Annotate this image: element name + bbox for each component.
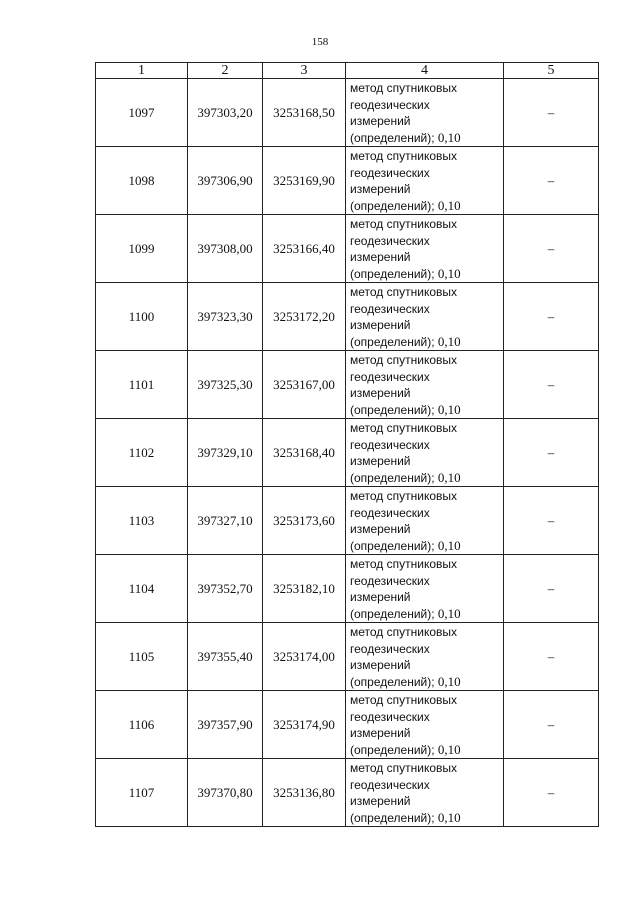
method-line: измерений bbox=[350, 522, 411, 536]
method-line: измерений bbox=[350, 794, 411, 808]
table-row bbox=[96, 623, 599, 691]
point-number-cell: 1106 bbox=[96, 691, 188, 759]
y-coordinate-cell: 3253174,00 bbox=[263, 623, 346, 691]
table-row bbox=[96, 283, 599, 351]
column-header-5: 5 bbox=[504, 63, 599, 79]
x-coordinate-cell: 397323,30 bbox=[188, 283, 263, 351]
method-line: измерений bbox=[350, 658, 411, 672]
note-cell: – bbox=[504, 691, 599, 759]
point-number-cell: 1101 bbox=[96, 351, 188, 419]
method-definition-text: (определений); bbox=[350, 538, 435, 553]
method-line-last bbox=[350, 334, 503, 351]
y-coordinate-cell: 3253166,40 bbox=[263, 215, 346, 283]
x-coordinate-cell: 397352,70 bbox=[188, 555, 263, 623]
note-cell: – bbox=[504, 419, 599, 487]
point-number-cell: 1099 bbox=[96, 215, 188, 283]
accuracy-value: 0,10 bbox=[437, 605, 461, 621]
accuracy-value: 0,10 bbox=[437, 537, 461, 553]
column-header-4: 4 bbox=[346, 63, 504, 79]
table-row bbox=[96, 759, 599, 827]
accuracy-value: 0,10 bbox=[437, 469, 461, 485]
y-coordinate-cell: 3253168,40 bbox=[263, 419, 346, 487]
method-line: измерений bbox=[350, 114, 411, 128]
accuracy-value: 0,10 bbox=[437, 809, 461, 825]
x-coordinate-cell: 397325,30 bbox=[188, 351, 263, 419]
point-number-cell: 1097 bbox=[96, 79, 188, 147]
table-header-row bbox=[96, 63, 599, 79]
column-header-2: 2 bbox=[188, 63, 263, 79]
point-number-cell: 1103 bbox=[96, 487, 188, 555]
table-row bbox=[96, 351, 599, 419]
method-line: геодезических bbox=[350, 777, 430, 792]
y-coordinate-cell: 3253174,90 bbox=[263, 691, 346, 759]
table-row bbox=[96, 555, 599, 623]
method-cell bbox=[346, 79, 504, 147]
accuracy-value: 0,10 bbox=[437, 129, 461, 145]
table-body bbox=[96, 79, 599, 827]
method-definition-text: (определений); bbox=[350, 742, 435, 757]
method-line: геодезических bbox=[350, 233, 430, 248]
method-line: измерений bbox=[350, 182, 411, 196]
method-line-last bbox=[350, 538, 503, 555]
method-definition-text: (определений); bbox=[350, 606, 435, 621]
method-cell bbox=[346, 691, 504, 759]
y-coordinate-cell: 3253136,80 bbox=[263, 759, 346, 827]
method-line: геодезических bbox=[350, 505, 430, 520]
x-coordinate-cell: 397329,10 bbox=[188, 419, 263, 487]
method-line: измерений bbox=[350, 590, 411, 604]
point-number-cell: 1105 bbox=[96, 623, 188, 691]
method-line-last bbox=[350, 810, 503, 827]
x-coordinate-cell: 397355,40 bbox=[188, 623, 263, 691]
table-row bbox=[96, 215, 599, 283]
note-cell: – bbox=[504, 215, 599, 283]
method-definition-text: (определений); bbox=[350, 674, 435, 689]
method-line-last bbox=[350, 742, 503, 759]
method-line: метод спутниковых bbox=[350, 761, 458, 775]
accuracy-value: 0,10 bbox=[437, 741, 461, 757]
method-line: метод спутниковых bbox=[350, 693, 458, 707]
method-line: метод спутниковых bbox=[350, 625, 458, 639]
table-row bbox=[96, 487, 599, 555]
method-line-last bbox=[350, 198, 503, 215]
method-cell bbox=[346, 555, 504, 623]
note-cell: – bbox=[504, 759, 599, 827]
method-line: метод спутниковых bbox=[350, 489, 458, 503]
method-line: геодезических bbox=[350, 165, 430, 180]
accuracy-value: 0,10 bbox=[437, 333, 461, 349]
method-line: геодезических bbox=[350, 97, 430, 112]
method-line: измерений bbox=[350, 454, 411, 468]
x-coordinate-cell: 397357,90 bbox=[188, 691, 263, 759]
method-line: метод спутниковых bbox=[350, 81, 458, 95]
note-cell: – bbox=[504, 555, 599, 623]
method-line: геодезических bbox=[350, 641, 430, 656]
accuracy-value: 0,10 bbox=[437, 673, 461, 689]
point-number-cell: 1107 bbox=[96, 759, 188, 827]
point-number-cell: 1098 bbox=[96, 147, 188, 215]
x-coordinate-cell: 397308,00 bbox=[188, 215, 263, 283]
point-number-cell: 1102 bbox=[96, 419, 188, 487]
method-definition-text: (определений); bbox=[350, 266, 435, 281]
method-line: измерений bbox=[350, 318, 411, 332]
method-line: геодезических bbox=[350, 369, 430, 384]
method-line: метод спутниковых bbox=[350, 353, 458, 367]
method-line: измерений bbox=[350, 386, 411, 400]
method-cell bbox=[346, 215, 504, 283]
note-cell: – bbox=[504, 351, 599, 419]
note-cell: – bbox=[504, 79, 599, 147]
y-coordinate-cell: 3253167,00 bbox=[263, 351, 346, 419]
method-definition-text: (определений); bbox=[350, 130, 435, 145]
method-cell bbox=[346, 759, 504, 827]
y-coordinate-cell: 3253173,60 bbox=[263, 487, 346, 555]
method-line: геодезических bbox=[350, 301, 430, 316]
method-line-last bbox=[350, 402, 503, 419]
coordinates-table bbox=[95, 62, 599, 827]
accuracy-value: 0,10 bbox=[437, 197, 461, 213]
note-cell: – bbox=[504, 487, 599, 555]
method-definition-text: (определений); bbox=[350, 198, 435, 213]
method-line-last bbox=[350, 130, 503, 147]
method-definition-text: (определений); bbox=[350, 334, 435, 349]
accuracy-value: 0,10 bbox=[437, 401, 461, 417]
column-header-1: 1 bbox=[96, 63, 188, 79]
page-number: 158 bbox=[311, 36, 329, 48]
y-coordinate-cell: 3253172,20 bbox=[263, 283, 346, 351]
y-coordinate-cell: 3253182,10 bbox=[263, 555, 346, 623]
method-line: метод спутниковых bbox=[350, 557, 458, 571]
point-number-cell: 1100 bbox=[96, 283, 188, 351]
method-line: геодезических bbox=[350, 573, 430, 588]
method-cell bbox=[346, 351, 504, 419]
x-coordinate-cell: 397370,80 bbox=[188, 759, 263, 827]
x-coordinate-cell: 397327,10 bbox=[188, 487, 263, 555]
method-definition-text: (определений); bbox=[350, 470, 435, 485]
table-row bbox=[96, 419, 599, 487]
y-coordinate-cell: 3253169,90 bbox=[263, 147, 346, 215]
method-line-last bbox=[350, 266, 503, 283]
method-cell bbox=[346, 147, 504, 215]
method-line: метод спутниковых bbox=[350, 285, 458, 299]
table-row bbox=[96, 691, 599, 759]
method-line-last bbox=[350, 674, 503, 691]
method-definition-text: (определений); bbox=[350, 402, 435, 417]
method-line-last bbox=[350, 470, 503, 487]
method-cell bbox=[346, 419, 504, 487]
method-definition-text: (определений); bbox=[350, 810, 435, 825]
y-coordinate-cell: 3253168,50 bbox=[263, 79, 346, 147]
method-cell bbox=[346, 623, 504, 691]
x-coordinate-cell: 397306,90 bbox=[188, 147, 263, 215]
point-number-cell: 1104 bbox=[96, 555, 188, 623]
method-line: геодезических bbox=[350, 437, 430, 452]
method-line: метод спутниковых bbox=[350, 421, 458, 435]
method-line: метод спутниковых bbox=[350, 149, 458, 163]
note-cell: – bbox=[504, 623, 599, 691]
column-header-3: 3 bbox=[263, 63, 346, 79]
method-line: геодезических bbox=[350, 709, 430, 724]
method-line: измерений bbox=[350, 726, 411, 740]
accuracy-value: 0,10 bbox=[437, 265, 461, 281]
table-row bbox=[96, 147, 599, 215]
method-line: измерений bbox=[350, 250, 411, 264]
table-row bbox=[96, 79, 599, 147]
note-cell: – bbox=[504, 283, 599, 351]
note-cell: – bbox=[504, 147, 599, 215]
method-cell bbox=[346, 283, 504, 351]
method-line-last bbox=[350, 606, 503, 623]
method-cell bbox=[346, 487, 504, 555]
x-coordinate-cell: 397303,20 bbox=[188, 79, 263, 147]
method-line: метод спутниковых bbox=[350, 217, 458, 231]
